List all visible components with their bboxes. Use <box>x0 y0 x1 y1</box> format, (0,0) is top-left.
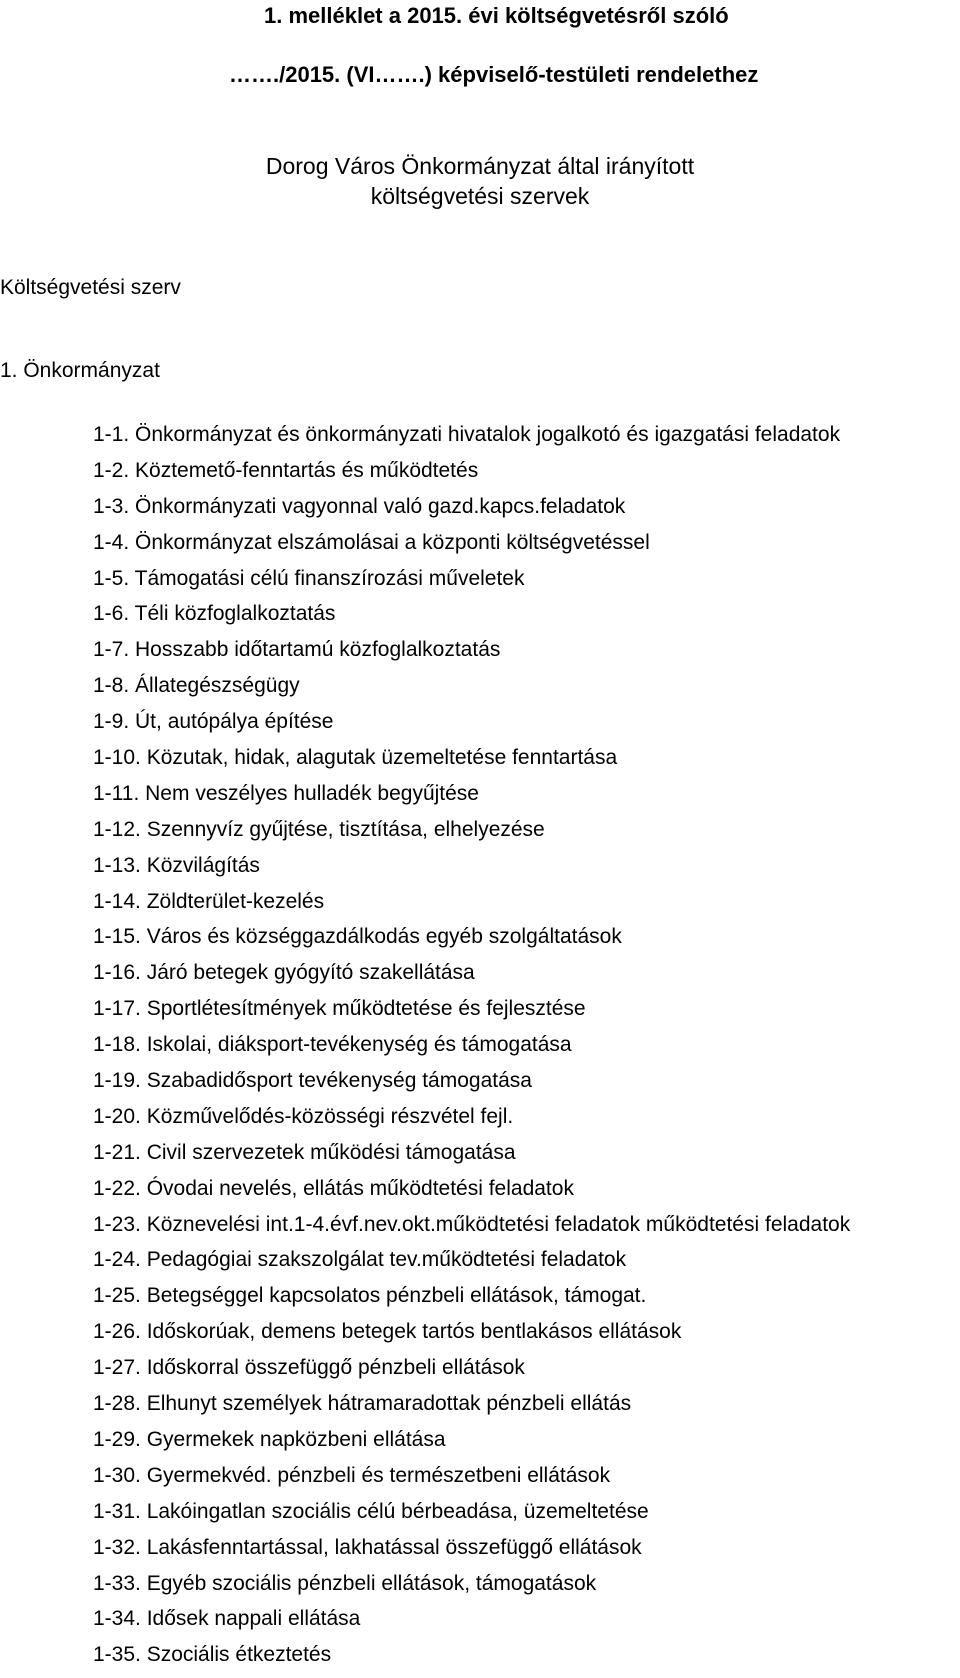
list-item: 1-21. Civil szervezetek működési támogatása <box>93 1140 516 1164</box>
list-item: 1-30. Gyermekvéd. pénzbeli és természetbeni ellátások <box>93 1463 611 1487</box>
list-item: 1-23. Köznevelési int.1-4.évf.nev.okt.működtetési feladatok működtetési feladatok <box>93 1212 851 1236</box>
list-item: 1-31. Lakóingatlan szociális célú bérbeadása, üzemeltetése <box>93 1499 649 1523</box>
section-label: Költségvetési szerv <box>0 276 181 299</box>
list-item: 1-26. Időskorúak, demens betegek tartós bentlakásos ellátások <box>93 1320 682 1344</box>
list-item: 1-3. Önkormányzati vagyonnal való gazd.kapcs.feladatok <box>93 494 626 518</box>
list-item: 1-33. Egyéb szociális pénzbeli ellátások, támogatások <box>93 1571 597 1595</box>
list-item: 1-35. Szociális étkeztetés <box>93 1643 332 1667</box>
document-title-line-1: Dorog Város Önkormányzat által irányított <box>265 153 695 179</box>
list-item: 1-17. Sportlétesítmények működtetése és fejlesztése <box>93 997 586 1021</box>
list-item: 1-1. Önkormányzat és önkormányzati hivatalok jogalkotó és igazgatási feladatok <box>93 423 841 446</box>
list-item: 1-9. Út, autópálya építése <box>93 710 334 734</box>
list-item: 1-13. Közvilágítás <box>93 853 260 877</box>
list-item: 1-7. Hosszabb időtartamú közfoglalkoztatás <box>93 638 501 662</box>
list-item: 1-11. Nem veszélyes hulladék begyűjtése <box>93 781 479 805</box>
organization-heading: 1. Önkormányzat <box>0 359 160 382</box>
list-item: 1-4. Önkormányzat elszámolásai a központi költségvetéssel <box>93 530 650 554</box>
list-item: 1-22. Óvodai nevelés, ellátás működtetési feladatok <box>93 1176 574 1200</box>
list-item: 1-19. Szabadidősport tevékenység támogatása <box>93 1069 532 1093</box>
document-title-line-2: költségvetési szervek <box>370 183 590 209</box>
list-item: 1-24. Pedagógiai szakszolgálat tev.működtetési feladatok <box>93 1248 627 1272</box>
list-item: 1-6. Téli közfoglalkoztatás <box>93 602 336 626</box>
list-item: 1-15. Város és községgazdálkodás egyéb szolgáltatások <box>93 925 622 949</box>
list-item: 1-16. Járó betegek gyógyító szakellátása <box>93 961 475 985</box>
list-item: 1-18. Iskolai, diáksport-tevékenység és támogatása <box>93 1033 572 1057</box>
list-item: 1-25. Betegséggel kapcsolatos pénzbeli ellátások, támogat. <box>93 1284 647 1308</box>
list-item: 1-10. Közutak, hidak, alagutak üzemeltetése fenntartása <box>93 746 618 770</box>
list-item: 1-28. Elhunyt személyek hátramaradottak pénzbeli ellátás <box>93 1392 632 1416</box>
list-item: 1-2. Köztemető-fenntartás és működtetés <box>93 458 479 482</box>
list-item: 1-32. Lakásfenntartással, lakhatással összefüggő ellátások <box>93 1535 642 1559</box>
list-item: 1-14. Zöldterület-kezelés <box>93 889 325 913</box>
list-item: 1-27. Időskorral összefüggő pénzbeli ellátások <box>93 1356 525 1380</box>
list-item: 1-12. Szennyvíz gyűjtése, tisztítása, elhelyezése <box>93 817 545 841</box>
list-item: 1-34. Idősek nappali ellátása <box>93 1607 361 1631</box>
annex-header-line-2: ……./2015. (VI…….) képviselő-testületi rendelethez <box>229 62 759 87</box>
list-item: 1-5. Támogatási célú finanszírozási műveletek <box>93 566 525 590</box>
annex-header-line-1: 1. melléklet a 2015. évi költségvetésről szóló <box>264 3 729 28</box>
list-item: 1-20. Közművelődés-közösségi részvétel fejl. <box>93 1104 514 1128</box>
list-item: 1-8. Állategészségügy <box>93 674 300 698</box>
list-item: 1-29. Gyermekek napközbeni ellátása <box>93 1427 446 1451</box>
task-list <box>93 422 850 1678</box>
